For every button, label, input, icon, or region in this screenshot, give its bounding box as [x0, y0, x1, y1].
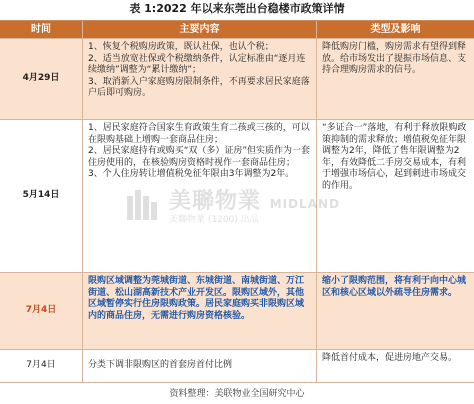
- table-header-row: [0, 21, 474, 39]
- row-content: [83, 39, 317, 119]
- content-item: 2、居民家庭持有或购买“双（多）证房”但实质作为一套住房使用的，在核验购房资格时视作一套商品住房；: [88, 146, 311, 168]
- header-time: 时间: [0, 21, 83, 38]
- content-item: 3、取消新入户家庭购房限制条件，不再要求居民家庭落户后即可购房。: [88, 76, 310, 98]
- row-content: [83, 120, 317, 272]
- content-item: 2、适当放宽社保或个税缴纳条件，认定标准由“逐月连续缴纳”调整为“累计缴纳”；: [88, 53, 306, 75]
- row-impact: “多证合一”落地，有利于释放限购政策抑制的需求释放；增值税免征年限调整为2年，降低了售年限调整为2年，有效降低二手房交易成本，有利于增强市场信心，起到刺进市场成交的作用。: [317, 120, 474, 272]
- row-time: 7月4日: [0, 273, 83, 349]
- row-time: 5月14日: [0, 120, 83, 272]
- row-content: 限购区域调整为莞城街道、东城街道、南城街道、万江街道、松山湖高新技术产业开发区。限购区域外，其他区域暂停实行住房限购政策。居民家庭购买非限购区域内的商品住房，无需进行购房资格核验。: [83, 273, 317, 349]
- policy-table: [0, 20, 474, 383]
- table-row: [0, 120, 474, 273]
- row-impact: 降低首付成本，促进房地产交易。: [317, 350, 474, 382]
- content-item: 3、个人住房转让增值税免征年限由3年调整为2年。: [88, 169, 295, 179]
- table-row: [0, 273, 474, 350]
- table-title: 表 1:2022 年以来东莞出台稳楼市政策详情: [129, 2, 345, 15]
- source-note: 资料整理：美联物业全国研究中心: [169, 389, 305, 399]
- table-row: [0, 350, 474, 383]
- row-impact: 缩小了限购范围，将有利于向中心城区和核心区域以外疏导住房需求。: [317, 273, 474, 349]
- table-row: [0, 39, 474, 120]
- row-impact: 降低购房门槛，购房需求有望得到释放。给市场发出了提振市场信息、支持合理购房需求的信号。: [317, 39, 474, 119]
- row-content: 分类下调非限购区的首套房首付比例: [83, 350, 317, 382]
- header-impact: 类型及影响: [317, 21, 474, 38]
- row-time: 4月29日: [0, 39, 83, 119]
- content-item: 1、恢复个税购房政策，既认社保，也认个税；: [88, 42, 274, 52]
- content-item: 1、居民家庭符合国家生育政策生育二孩或三孩的，可以在限购基础上增购一套商品住房；: [88, 123, 310, 145]
- header-content: 主要内容: [83, 21, 317, 38]
- row-time: 7月4日: [0, 350, 83, 382]
